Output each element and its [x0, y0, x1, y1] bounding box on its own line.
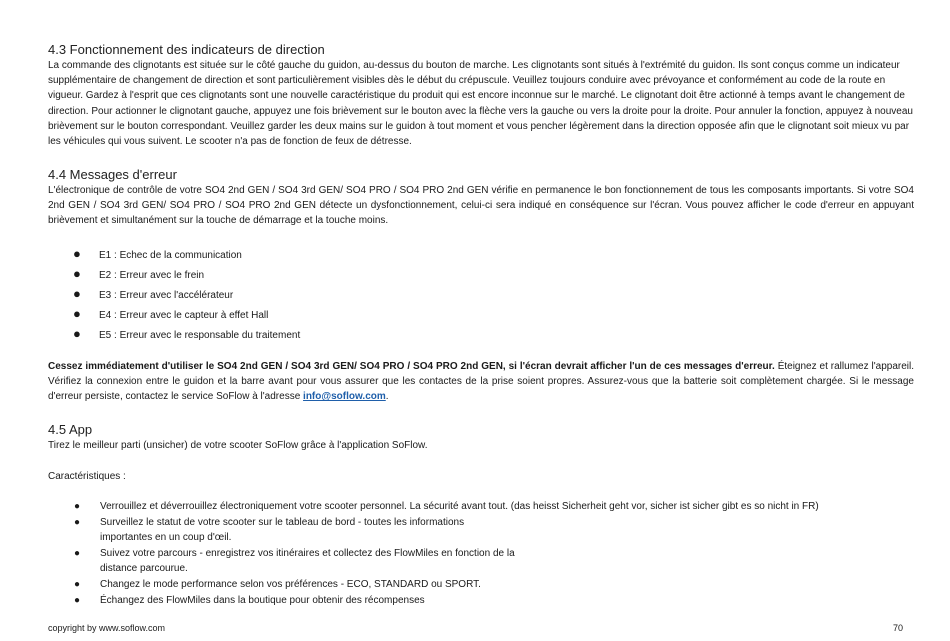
- error-code-text: E3 : Erreur avec l'accélérateur: [99, 290, 234, 301]
- list-item: [48, 499, 914, 515]
- feature-text: Suivez votre parcours - enregistrez vos itinéraires et collectez des FlowMiles en fonction de la: [100, 548, 515, 559]
- list-item: [48, 268, 914, 288]
- feature-text: Échangez des FlowMiles dans la boutique pour obtenir des récompenses: [100, 595, 425, 606]
- section-4-5: [48, 422, 914, 453]
- list-item: [48, 288, 914, 308]
- error-code-text: E2 : Erreur avec le frein: [99, 270, 205, 281]
- section-body-4-3: La commande des clignotants est située sur le côté gauche du guidon, au-dessus du bouton de marche. Les clignotants sont situés à l'extrémité du guidon. Ils sont conçus comme un indicateur supplémentaire de changement de direction et sont particulièrement visibles dès le début du crépuscule. Veuillez toujours conduire avec prévoyance et conformément au code de la route en vigueur. Gardez à l'esprit que ces clignotants sont une nouvelle caractéristique du produit qui est encore inconnue sur le marché. Le clignotant doit être actionné à temps avant le changement de direction. Pour actionner le clignotant gauche, appuyez une fois brièvement sur le bouton avec la flèche vers la gauche ou vers la droite pour la droite. Pour annuler la fonction, appuyez à nouveau brièvement sur le bouton correspondant. Veuillez garder les deux mains sur le guidon à tout moment et vous pencher légèrement dans la direction opposée afin que le clignotant soit mieux vu par les véhicules qui vous suivent. Le scooter n'a pas de fonction de feux de détresse.: [48, 60, 913, 148]
- section-heading-4-5: 4.5 App: [48, 422, 93, 437]
- error-warning-paragraph: [48, 359, 914, 405]
- list-item: [48, 328, 914, 348]
- footer-copyright: copyright by www.soflow.com: [48, 623, 166, 633]
- feature-text-cont: distance parcourue.: [100, 563, 188, 575]
- bullet-icon: ●: [74, 501, 81, 512]
- list-item: [48, 593, 914, 609]
- bullet-icon: ●: [73, 246, 81, 261]
- bullet-icon: ●: [73, 306, 81, 321]
- feature-text: Changez le mode performance selon vos préférences - ECO, STANDARD ou SPORT.: [100, 579, 481, 590]
- bullet-icon: ●: [74, 579, 81, 590]
- section-heading-4-4: 4.4 Messages d'erreur: [48, 167, 177, 182]
- error-warning-end: .: [385, 391, 389, 403]
- feature-text-cont: importantes en un coup d'œil.: [100, 532, 232, 544]
- feature-text: Surveillez le statut de votre scooter sur le tableau de bord - toutes les informations: [100, 517, 465, 528]
- error-code-text: E1 : Echec de la communication: [99, 250, 242, 261]
- list-item: [48, 248, 914, 268]
- bullet-icon: ●: [74, 548, 81, 559]
- section-4-3: [48, 42, 914, 149]
- bullet-icon: ●: [73, 326, 81, 341]
- feature-text: Verrouillez et déverrouillez électroniquement votre scooter personnel. La sécurité avant tout. (das heisst Sicherheit geht vor, sicher ist sicher gibt es so nicht in FR): [100, 501, 819, 512]
- section-body-4-4: L'électronique de contrôle de votre SO4 2nd GEN / SO4 3rd GEN/ SO4 PRO / SO4 PRO 2nd GEN vérifie en permanence le bon fonctionnement de tous les composants importants. Si votre SO4 2nd GEN / SO4 3rd GEN/ SO4 PRO / SO4 PRO 2nd GEN détecte un dysfonctionnement, celui-ci sera indiqué en conséquence sur l'écran. Vous pouvez afficher le code d'erreur en appuyant brièvement et simultanément sur la touche de démarrage et la touche moins.: [48, 185, 914, 227]
- support-email-link[interactable]: info@soflow.com: [303, 391, 386, 403]
- features-label: Caractéristiques :: [48, 471, 126, 482]
- error-code-text: E5 : Erreur avec le responsable du traitement: [99, 330, 301, 341]
- list-item: [48, 308, 914, 328]
- bullet-icon: ●: [73, 286, 81, 301]
- error-code-text: E4 : Erreur avec le capteur à effet Hall: [99, 310, 269, 321]
- page-number: 70: [893, 623, 904, 633]
- section-heading-4-3: 4.3 Fonctionnement des indicateurs de direction: [48, 42, 325, 57]
- bullet-icon: ●: [73, 266, 81, 281]
- list-item: [48, 515, 914, 546]
- bullet-icon: ●: [74, 595, 81, 606]
- list-item: [48, 577, 914, 593]
- section-intro-4-5: Tirez le meilleur parti (unsicher) de votre scooter SoFlow grâce à l'application SoFlow.: [48, 440, 428, 451]
- error-warning-bold: Cessez immédiatement d'utiliser le SO4 2nd GEN / SO4 3rd GEN/ SO4 PRO / SO4 PRO 2nd GEN, si l'écran devrait afficher l'un de ces messages d'erreur.: [48, 361, 775, 372]
- error-warning-text: Éteignez et rallumez l'appareil. Vérifiez la connexion entre le guidon et la barre avant pour vous assurer que les contactes de la prise soient propres. Assurez-vous que la batterie soit complètement chargée. Si le message d'erreur persiste, contactez le service SoFlow à l'adresse: [48, 361, 914, 403]
- section-4-4: [48, 167, 914, 229]
- list-item: [48, 546, 914, 577]
- bullet-icon: ●: [74, 517, 81, 528]
- app-feature-list: [48, 499, 914, 609]
- error-code-list: [48, 248, 914, 348]
